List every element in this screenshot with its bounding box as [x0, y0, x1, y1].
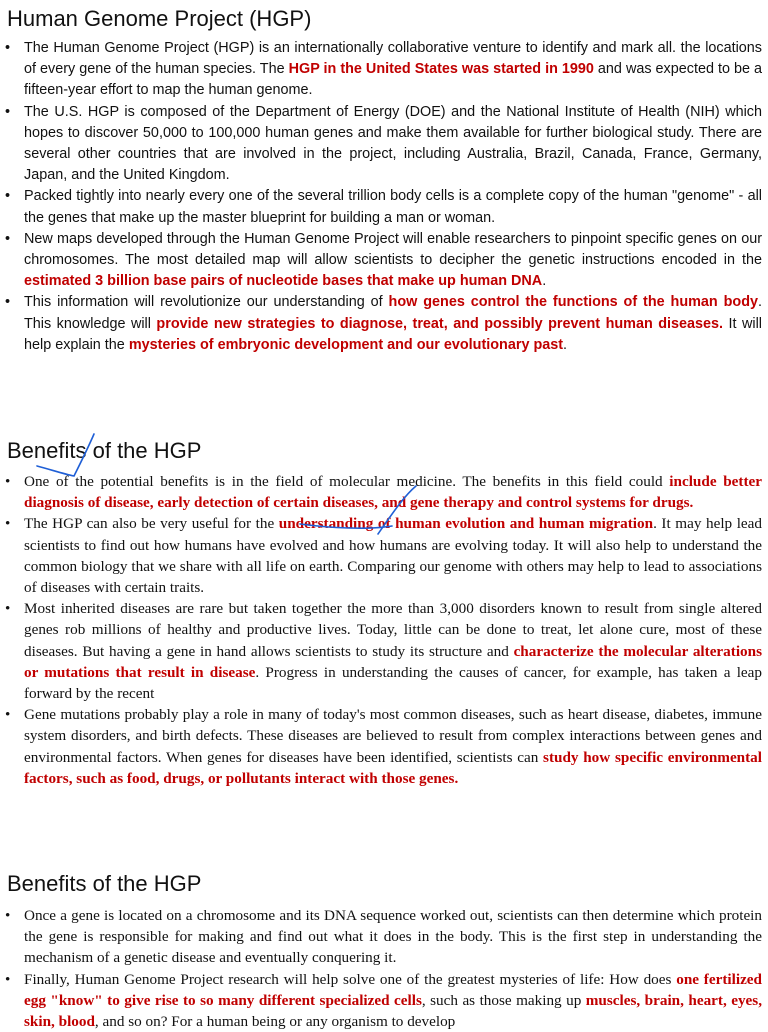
list-item: • One of the potential benefits is in the field of molecular medicine. The benefits in this field could include better diagnosis of disease, early detection of certain diseases, and gene therapy and control systems for drugs. [0, 471, 768, 513]
bullet-list [0, 471, 768, 789]
bullet-list [0, 38, 768, 356]
list-item: • Once a gene is located on a chromosome and its DNA sequence worked out, scientists can then determine which protein the gene is responsible for making and find out what it does in the body. This is the first step in understanding the mechanism of a genetic disease and eventually conquering it. [0, 905, 768, 969]
section-title: Benefits of the HGP [7, 438, 202, 463]
section-title: Human Genome Project (HGP) [7, 6, 312, 31]
list-item: • The Human Genome Project (HGP) is an internationally collaborative venture to identify and mark all. the locations of every gene of the human species. The HGP in the United States was started in 1990 and was expected to be a fifteen-year effort to map the human genome. [0, 38, 768, 102]
list-item: • Most inherited diseases are rare but taken together the more than 3,000 disorders known to result from single altered genes rob millions of healthy and productive lives. Today, little can be done to treat, let alone cure, most of these diseases. But having a gene in hand allows scientists to study its structure and characterize the molecular alterations or mutations that result in disease. Progress in understanding the causes of cancer, for example, has taken a leap forward by the recent [0, 598, 768, 704]
list-item: • Gene mutations probably play a role in many of today's most common diseases, such as heart disease, diabetes, immune system disorders, and birth defects. These diseases are believed to result from complex interactions between genes and environmental factors. When genes for diseases have been identified, scientists can study how specific environmental factors, such as food, drugs, or pollutants interact with those genes. [0, 704, 768, 789]
section-hgp-intro [0, 6, 768, 356]
list-item: • The HGP can also be very useful for the understanding of human evolution and human migration. It may help lead scientists to find out how humans have evolved and how humans are evolving today. It will also help to understand the common biology that we share with all life on earth. Comparing our genome with others may help to lead to associations of diseases with certain traits. [0, 513, 768, 598]
section-benefits-1 [0, 438, 768, 789]
bullet-list [0, 905, 768, 1032]
list-item: • Packed tightly into nearly every one of the several trillion body cells is a complete copy of the human "genome" - all the genes that make up the master blueprint for building a man or woman. [0, 186, 768, 228]
list-item: • This information will revolutionize our understanding of how genes control the functions of the human body. This knowledge will provide new strategies to diagnose, treat, and possibly prevent human diseases. It will help explain the mysteries of embryonic development and our evolutionary past. [0, 292, 768, 356]
section-benefits-2 [0, 871, 768, 1032]
list-item: • Finally, Human Genome Project research will help solve one of the greatest mysteries of life: How does one fertilized egg "know" to give rise to so many different specialized cells, such as those making up muscles, brain, heart, eyes, skin, blood, and so on? For a human being or any organism to develop [0, 969, 768, 1032]
section-title: Benefits of the HGP [7, 871, 202, 896]
list-item: • New maps developed through the Human Genome Project will enable researchers to pinpoint specific genes on our chromosomes. The most detailed map will allow scientists to decipher the genetic instructions encoded in the estimated 3 billion base pairs of nucleotide bases that make up human DNA. [0, 229, 768, 293]
list-item: • The U.S. HGP is composed of the Department of Energy (DOE) and the National Institute of Health (NIH) which hopes to discover 50,000 to 100,000 human genes and make them available for further biological study. There are several other countries that are involved in the project, including Australia, Brazil, Canada, France, Germany, Japan, and the United Kingdom. [0, 102, 768, 187]
